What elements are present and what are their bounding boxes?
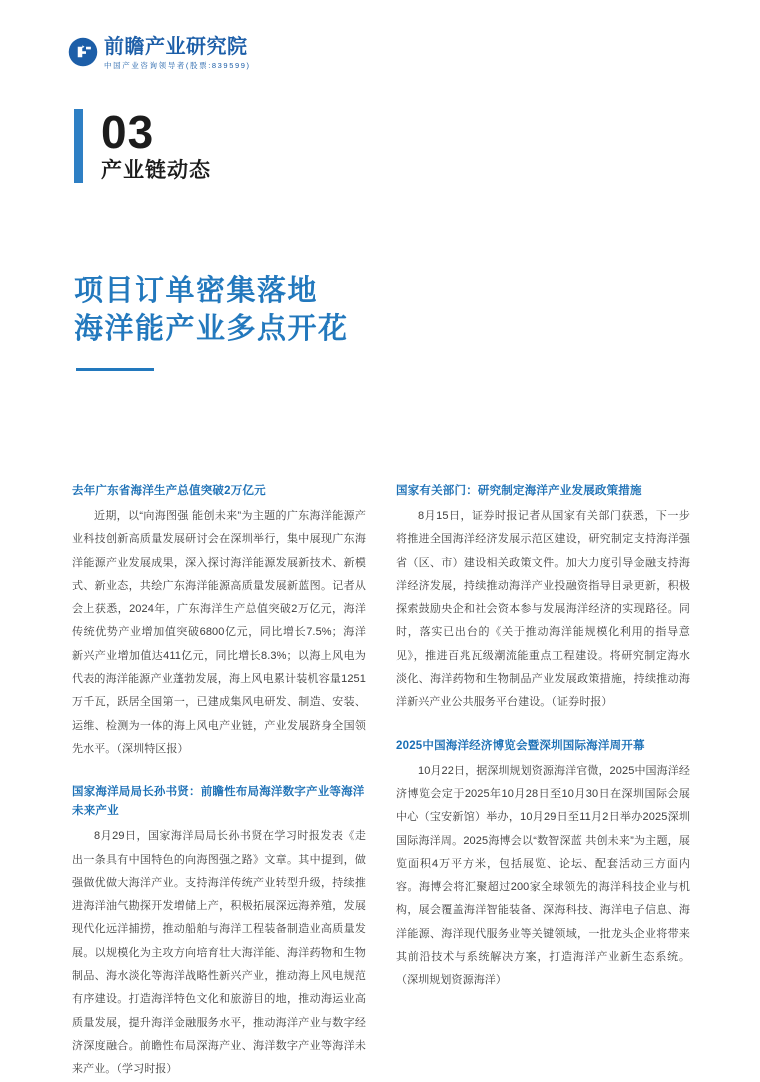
brand-name: 前瞻产业研究院	[104, 36, 248, 58]
article	[72, 482, 366, 761]
article-headline: 国家海洋局局长孙书贤：前瞻性布局海洋数字产业等海洋未来产业	[72, 786, 365, 818]
circle-arrow-logo-icon	[68, 37, 98, 67]
article	[396, 482, 690, 715]
page-title	[74, 272, 349, 348]
section-title: 产业链动态	[101, 159, 211, 182]
brand-subtitle: 中国产业咨询领导者(股票:839599)	[104, 61, 251, 70]
article-headline: 国家有关部门：研究制定海洋产业发展政策措施	[396, 485, 642, 497]
article	[396, 737, 690, 993]
page-title-line-2: 海洋能产业多点开花	[74, 313, 349, 345]
section-header	[74, 106, 211, 183]
right-column	[396, 482, 690, 1082]
page-title-line-1: 项目订单密集落地	[74, 275, 319, 307]
left-column	[72, 482, 366, 1082]
section-labels	[101, 106, 211, 183]
article-headline: 2025中国海洋经济博览会暨深圳国际海洋周开幕	[396, 739, 645, 752]
article	[72, 783, 366, 1081]
title-underline-rule	[76, 368, 154, 371]
article-body: 8月29日，国家海洋局局长孙书贤在学习时报发表《走出一条具有中国特色的向海图强之路》文章。其中提到，做强做优做大海洋产业。支持海洋传统产业转型升级，持续推进海洋油气勘探开发增储上产，积极拓展深远海养殖，发展现代化远洋捕捞，推动船舶与海洋工程装备制造业高质量发展。以规模化为主攻方向培育壮大海洋能、海洋药物和生物制品、海水淡化等海洋战略性新兴产业，推动海上风电规范有序建设。打造海洋特色文化和旅游目的地，推动海运业高质量发展，提升海洋金融服务水平，推动海洋产业与数字经济深度融合。前瞻性布局深海产业、海洋数字产业等海洋未来产业。（学习时报）	[72, 830, 366, 1076]
section-number: 03	[101, 106, 155, 158]
brand-logo	[68, 36, 251, 71]
section-accent-bar	[74, 109, 83, 183]
article-body: 10月22日，据深圳规划资源海洋官微，2025中国海洋经济博览会定于2025年10月28日至10月30日在深圳国际会展中心（宝安新馆）举办，10月29日至11月2日举办2025深圳国际海洋周。2025海博会以“数智深蓝 共创未来”为主题，展览面积4万平方米，包括展览、论坛、配套活动三方面内容。海博会将汇聚超过200家全球领先的海洋科技企业与机构，展会覆盖海洋智能装备、深海科技、海洋电子信息、海洋能源、海洋现代服务业等关键领域，一批龙头企业将带来其前沿技术与系统解决方案，打造海洋产业新生态系统。（深圳规划资源海洋）	[396, 764, 690, 987]
article-columns	[72, 482, 690, 1082]
article-body: 近期，以“向海图强 能创未来”为主题的广东海洋能源产业科技创新高质量发展研讨会在深圳举行，集中展现广东海洋能源产业发展成果，深入探讨海洋能源发展新技术、新模式、新业态，共绘广东海洋能源高质量发展新蓝图。记者从会上获悉，2024年，广东海洋生产总值突破2万亿元，海洋传统优势产业增加值突破6800亿元，同比增长7.5%；海洋新兴产业增加值达411亿元，同比增长8.3%；以海上风电为代表的海洋能源产业蓬勃发展，海上风电累计装机容量1251万千瓦，跃居全国第一，已建成集风电研发、制造、安装、运维、检测为一体的海上风电产业链，产业发展跻身全国领先水平。（深圳特区报）	[72, 510, 366, 755]
brand-text	[104, 36, 251, 71]
article-body: 8月15日，证券时报记者从国家有关部门获悉，下一步将推进全国海洋经济发展示范区建设，研究制定支持海洋强省（区、市）建设相关政策文件。加大力度引导金融支持海洋经济发展，持续推动海洋产业投融资指导目录更新，积极探索鼓励央企和社会资本参与发展海洋经济的实现路径。同时，落实已出台的《关于推动海洋能规模化利用的指导意见》，推进百兆瓦级潮流能重点工程建设。将研究制定海水淡化、海洋药物和生物制品产业发展政策措施，持续推动海洋新兴产业公共服务平台建设。（证券时报）	[396, 510, 690, 709]
article-headline: 去年广东省海洋生产总值突破2万亿元	[72, 485, 266, 497]
